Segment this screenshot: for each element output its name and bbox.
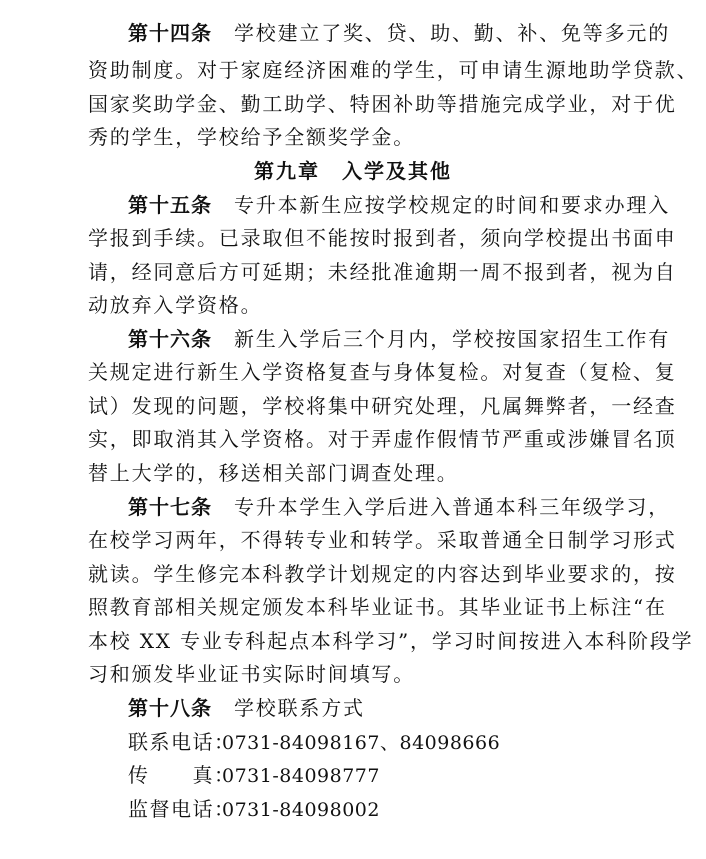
contact-fax-value: 0731-84098777 [222, 765, 380, 787]
article15-line-1 [128, 190, 670, 220]
article14-line-3: 国家奖助学金、勤工助学、特困补助等措施完成学业，对于优 [88, 92, 677, 116]
article17-line-1 [128, 492, 670, 522]
article16-label: 第十六条 [128, 327, 212, 351]
contact-phone-label: 联系电话： [128, 730, 236, 754]
contact-phone-value: 0731-84098167、84098666 [222, 732, 501, 754]
article16-line-4: 实，即取消其入学资格。对于弄虚作假情节严重或涉嫌冒名顶 [88, 427, 677, 451]
article16-line-5: 替上大学的，移送相关部门调查处理。 [88, 461, 459, 485]
article15-line-4: 动放弃入学资格。 [88, 293, 263, 317]
chapter-heading: 第九章 入学及其他 [254, 159, 452, 183]
contact-fax-label: 传 真： [128, 763, 236, 787]
article14-label: 第十四条 [128, 21, 212, 45]
article17-line-5: 本校 XX 专业专科起点本科学习”，学习时间按进入本科阶段学 [88, 629, 694, 653]
article18-line-1 [128, 693, 365, 723]
contact-phone [128, 727, 500, 757]
article15-text-1: 专升本新生应按学校规定的时间和要求办理入 [234, 193, 670, 217]
article18-text: 学校联系方式 [234, 696, 365, 720]
article17-line-3: 就读。学生修完本科教学计划规定的内容达到毕业要求的，按 [88, 562, 677, 586]
contact-fax [128, 760, 380, 790]
article17-line-6: 习和颁发毕业证书实际时间填写。 [88, 662, 415, 686]
article15-line-3: 请，经同意后方可延期；未经批准逾期一周不报到者，视为自 [88, 260, 677, 284]
article16-text-1: 新生入学后三个月内，学校按国家招生工作有 [234, 327, 670, 351]
article14-line-4: 秀的学生，学校给予全额奖学金。 [88, 125, 415, 149]
contact-supervise-label: 监督电话： [128, 797, 236, 821]
article16-line-1 [128, 324, 670, 354]
article17-text-1: 专升本学生入学后进入普通本科三年级学习， [234, 495, 670, 519]
article16-line-2: 关规定进行新生入学资格复查与身体复检。对复查（复检、复 [88, 360, 677, 384]
article14-line-1 [128, 18, 670, 48]
article17-line-4: 照教育部相关规定颁发本科毕业证书。其毕业证书上标注“在 [88, 595, 667, 619]
article17-line-2: 在校学习两年，不得转专业和转学。采取普通全日制学习形式 [88, 528, 677, 552]
article15-line-2: 学报到手续。已录取但不能按时报到者，须向学校提出书面申 [88, 226, 677, 250]
article18-label: 第十八条 [128, 696, 212, 720]
contact-supervise-value: 0731-84098002 [222, 799, 380, 821]
article14-line-2: 资助制度。对于家庭经济困难的学生，可申请生源地助学贷款、 [88, 58, 699, 82]
article17-label: 第十七条 [128, 495, 212, 519]
article15-label: 第十五条 [128, 193, 212, 217]
contact-supervise [128, 794, 380, 824]
article16-line-3: 试）发现的问题，学校将集中研究处理，凡属舞弊者，一经查 [88, 394, 677, 418]
article14-text-1: 学校建立了奖、贷、助、勤、补、免等多元的 [234, 21, 670, 45]
